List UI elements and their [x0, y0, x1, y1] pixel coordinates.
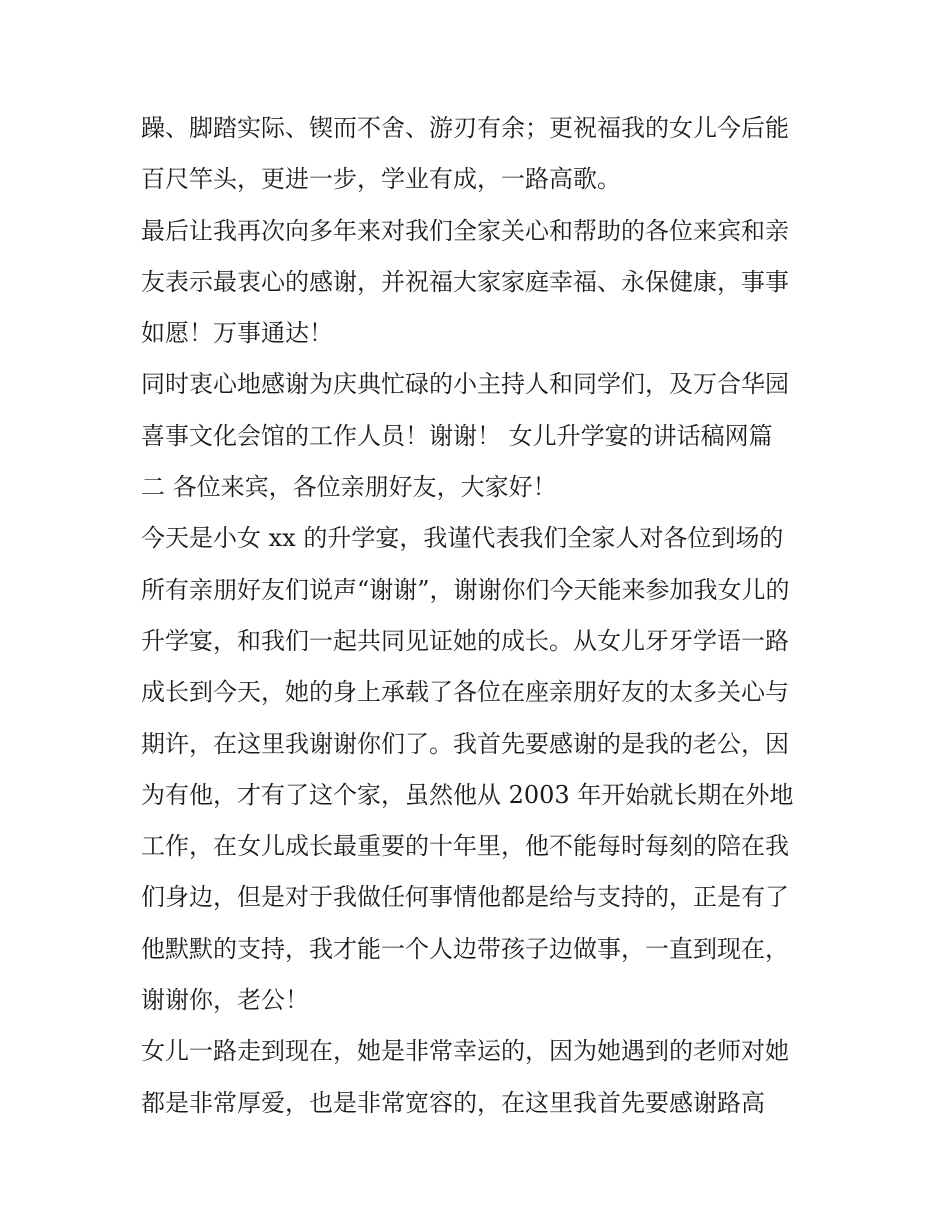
text-line: 喜事文化会馆的工作人员！谢谢！ 女儿升学宴的讲话稿网篇: [141, 421, 773, 450]
text-line: 如愿！万事通达！: [141, 319, 333, 348]
text-line: 今天是小女 xx 的升学宴，我谨代表我们全家人对各位到场的: [141, 524, 784, 553]
text-line: 女儿一路走到现在，她是非常幸运的，因为她遇到的老师对她: [141, 1037, 789, 1066]
text-line: 们身边，但是对于我做任何事情他都是给与支持的，正是有了: [141, 883, 789, 912]
text-line: 谢谢你，老公！: [141, 986, 309, 1015]
text-line: 他默默的支持，我才能一个人边带孩子边做事，一直到现在，: [141, 934, 789, 963]
document-body: [141, 103, 813, 1129]
text-line: 最后让我再次向多年来对我们全家关心和帮助的各位来宾和亲: [141, 216, 789, 245]
text-line: 升学宴，和我们一起共同见证她的成长。从女儿牙牙学语一路: [141, 626, 789, 655]
text-line: 二 各位来宾，各位亲朋好友，大家好！: [141, 473, 557, 502]
text-line: 同时衷心地感谢为庆典忙碌的小主持人和同学们，及万合华园: [141, 370, 789, 399]
text-line: 友表示最衷心的感谢，并祝福大家家庭幸福、永保健康，事事: [141, 267, 789, 296]
text-line: 躁、脚踏实际、锲而不舍、游刃有余；更祝福我的女儿今后能: [141, 114, 789, 142]
text-line: 期许，在这里我谢谢你们了。我首先要感谢的是我的老公，因: [141, 729, 789, 758]
text-line: 工作，在女儿成长最重要的十年里，他不能每时每刻的陪在我: [141, 832, 789, 861]
text-line: 都是非常厚爱，也是非常宽容的，在这里我首先要感谢路高: [141, 1088, 765, 1117]
text-line: 所有亲朋好友们说声“谢谢”，谢谢你们今天能来参加我女儿的: [141, 575, 790, 604]
text-line: 百尺竿头，更进一步，学业有成，一路高歌。: [141, 165, 621, 194]
text-line: 成长到今天，她的身上承载了各位在座亲朋好友的太多关心与: [141, 678, 789, 707]
text-line: 为有他，才有了这个家，虽然他从 2003 年开始就长期在外地: [141, 780, 794, 809]
